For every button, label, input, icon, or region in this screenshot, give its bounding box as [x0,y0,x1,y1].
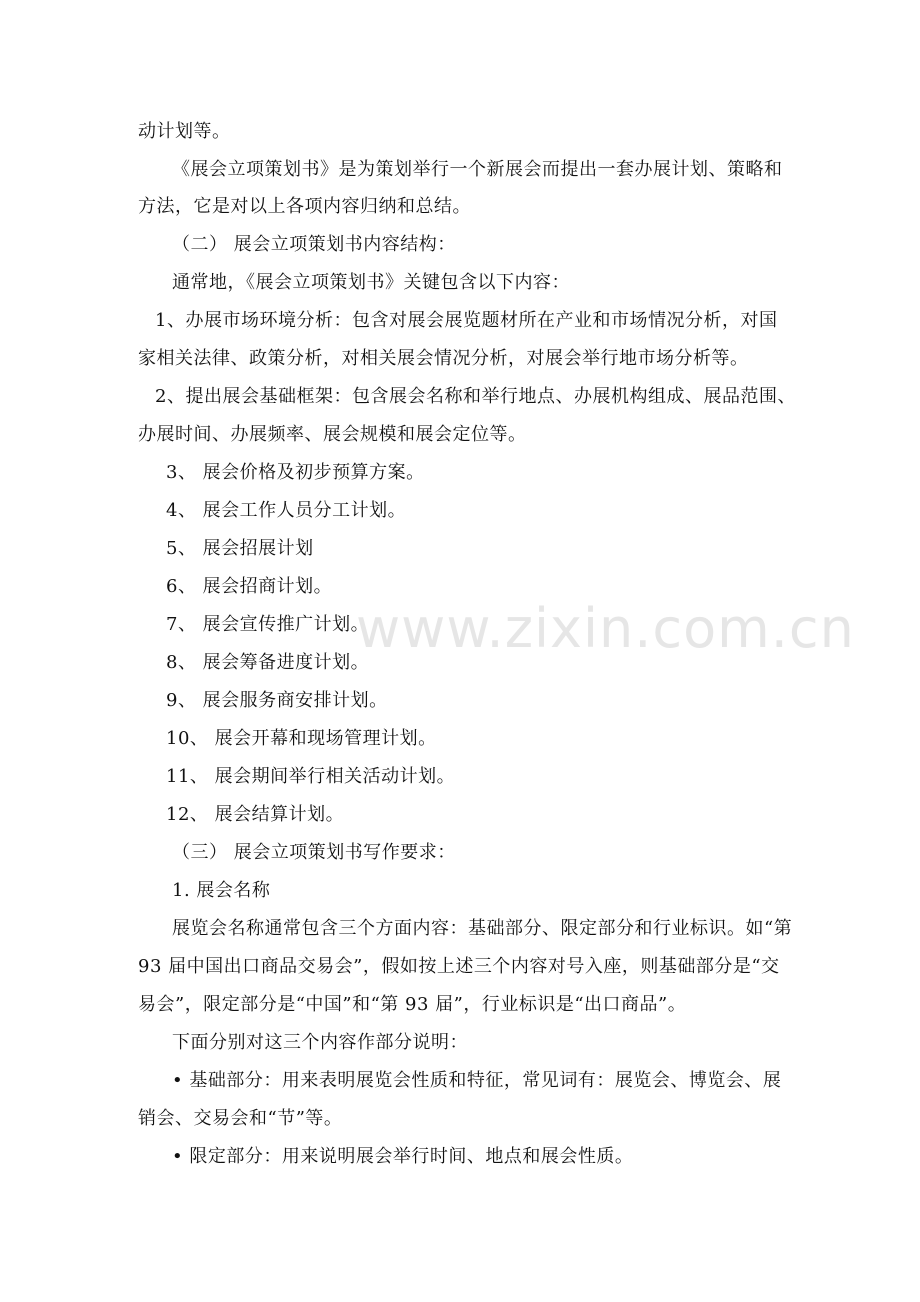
list-item: 4、 展会工作人员分工计划。 [166,500,407,521]
text-line: 93 届中国出口商品交易会”，假如按上述三个内容对号入座，则基础部分是“交 [138,956,780,977]
text-line: 下面分别对这三个内容作部分说明： [172,1032,468,1053]
text-line: 易会”，限定部分是“中国”和“第 93 届”，行业标识是“出口商品”。 [138,994,687,1015]
section-heading: （二） 展会立项策划书内容结构： [172,234,456,255]
list-item: 3、 展会价格及初步预算方案。 [166,462,425,483]
text-line: 通常地，《展会立项策划书》关键包含以下内容： [172,272,570,293]
text-line: 动计划等。 [138,121,231,142]
list-item: 2、提出展会基础框架：包含展会名称和举行地点、办展机构组成、展品范围、 [155,386,796,407]
subheading: 1. 展会名称 [172,880,271,901]
list-item: 5、 展会招展计划 [166,538,314,559]
list-item: 1、办展市场环境分析：包含对展会展览题材所在产业和市场情况分析，对国 [155,310,778,331]
bullet-item: • 限定部分：用来说明展会举行时间、地点和展会性质。 [172,1146,634,1167]
list-item: 6、 展会招商计划。 [166,576,333,597]
bullet-item: • 基础部分：用来表明展览会性质和特征，常见词有：展览会、博览会、展 [172,1070,782,1091]
text-line: 家相关法律、政策分析，对相关展会情况分析，对展会举行地市场分析等。 [138,348,749,369]
text-line: 方法，它是对以上各项内容归纳和总结。 [138,196,471,217]
watermark: www.zixin.com.cn [356,597,855,660]
list-item: 7、 展会宣传推广计划。 [166,614,370,635]
text-line: 《展会立项策划书》是为策划举行一个新展会而提出一套办展计划、策略和 [172,159,783,180]
text-line: 销会、交易会和“节”等。 [138,1108,343,1129]
text-line: 展览会名称通常包含三个方面内容：基础部分、限定部分和行业标识。如“第 [172,918,793,939]
list-item: 10、 展会开幕和现场管理计划。 [166,728,437,749]
section-heading: （三） 展会立项策划书写作要求： [172,842,456,863]
text-line: 办展时间、办展频率、展会规模和展会定位等。 [138,424,527,445]
list-item: 12、 展会结算计划。 [166,804,345,825]
list-item: 9、 展会服务商安排计划。 [166,690,388,711]
list-item: 11、 展会期间举行相关活动计划。 [166,766,456,787]
list-item: 8、 展会筹备进度计划。 [166,652,370,673]
